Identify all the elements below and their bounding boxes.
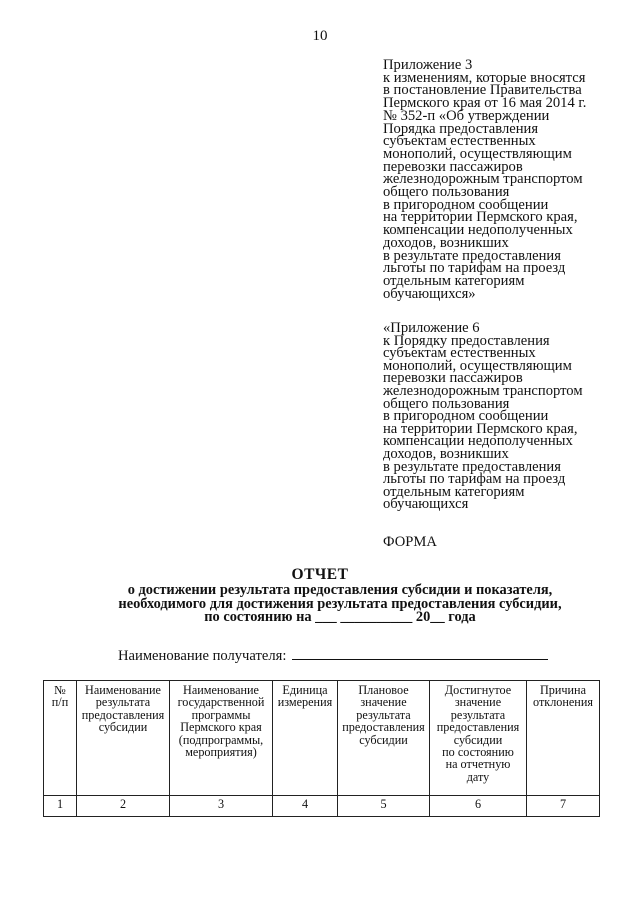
header-line: общего пользования bbox=[383, 395, 510, 412]
header-line: перевозки пассажиров bbox=[383, 370, 523, 387]
report-title: ОТЧЕТ bbox=[291, 566, 349, 583]
report-subtitle bbox=[100, 584, 580, 625]
header-line: к изменениям, которые вносятся bbox=[383, 69, 586, 86]
header-line: компенсации недополученных bbox=[383, 433, 573, 450]
recipient-row bbox=[118, 648, 548, 665]
column-header: Единица измерения bbox=[273, 681, 338, 796]
report-subtitle-line: по состоянию на ___ __________ 20__ года bbox=[204, 609, 476, 625]
header-line: компенсации недополученных bbox=[383, 222, 573, 239]
table-header-row bbox=[44, 681, 600, 796]
report-table bbox=[43, 680, 600, 817]
header-line: обучающихся bbox=[383, 496, 469, 513]
header-line: монополий, осуществляющим bbox=[383, 357, 572, 374]
header-line: железнодорожным транспортом bbox=[383, 171, 583, 188]
header-line: в результате предоставления bbox=[383, 458, 561, 475]
header-line: Порядка предоставления bbox=[383, 120, 539, 137]
header-line: в постановление Правительства bbox=[383, 82, 582, 99]
report-subtitle-line: необходимого для достижения результата предоставления субсидии, bbox=[118, 595, 562, 612]
appendix-header bbox=[383, 59, 628, 300]
form-label: ФОРМА bbox=[383, 534, 437, 550]
recipient-label: Наименование получателя: bbox=[118, 648, 287, 664]
recipient-blank-line bbox=[292, 648, 548, 660]
header-line: № 352-п «Об утверждении bbox=[383, 107, 550, 124]
header-line: субъектам естественных bbox=[383, 345, 536, 362]
header-line: субъектам естественных bbox=[383, 133, 536, 150]
header-line: в результате предоставления bbox=[383, 247, 561, 264]
report-subtitle-line: о достижении результата предоставления субсидии и показателя, bbox=[127, 582, 553, 598]
header-line: обучающихся» bbox=[383, 285, 476, 302]
header-line: льготы по тарифам на проезд bbox=[383, 260, 566, 277]
column-number: 7 bbox=[527, 796, 600, 817]
header-line: общего пользования bbox=[383, 184, 510, 201]
header-line: доходов, возникших bbox=[383, 445, 509, 462]
column-number: 5 bbox=[338, 796, 430, 817]
header-line: на территории Пермского края, bbox=[383, 420, 578, 437]
column-number: 2 bbox=[77, 796, 170, 817]
header-line: монополий, осуществляющим bbox=[383, 145, 572, 162]
header-line: в пригородном сообщении bbox=[383, 408, 549, 425]
header-line: доходов, возникших bbox=[383, 234, 509, 251]
header-line: к Порядку предоставления bbox=[383, 332, 550, 349]
column-header: Достигнутое значение результата предоставления субсидии по состоянию на отчетную дату bbox=[430, 681, 527, 796]
column-header: Причина отклонения bbox=[527, 681, 600, 796]
header-line: в пригородном сообщении bbox=[383, 196, 549, 213]
column-number: 4 bbox=[273, 796, 338, 817]
header-line: перевозки пассажиров bbox=[383, 158, 523, 175]
header-line: железнодорожным транспортом bbox=[383, 382, 583, 399]
column-number: 6 bbox=[430, 796, 527, 817]
header-line: Пермского края от 16 мая 2014 г. bbox=[383, 95, 587, 112]
column-header: № п/п bbox=[44, 681, 77, 796]
column-header: Наименование результата предоставления субсидии bbox=[77, 681, 170, 796]
table-row bbox=[44, 796, 600, 817]
header-line: на территории Пермского края, bbox=[383, 209, 578, 226]
page-number: 10 bbox=[312, 28, 328, 44]
header-line: льготы по тарифам на проезд bbox=[383, 471, 566, 488]
column-header: Плановое значение результата предоставления субсидии bbox=[338, 681, 430, 796]
header-line: «Приложение 6 bbox=[383, 320, 480, 336]
column-number: 1 bbox=[44, 796, 77, 817]
header-line: Приложение 3 bbox=[383, 57, 473, 73]
header-line: отдельным категориям bbox=[383, 483, 525, 500]
column-header: Наименование государственной программы Пермского края (подпрограммы, мероприятия) bbox=[170, 681, 273, 796]
annex-header bbox=[383, 322, 628, 511]
column-number: 3 bbox=[170, 796, 273, 817]
header-line: отдельным категориям bbox=[383, 272, 525, 289]
